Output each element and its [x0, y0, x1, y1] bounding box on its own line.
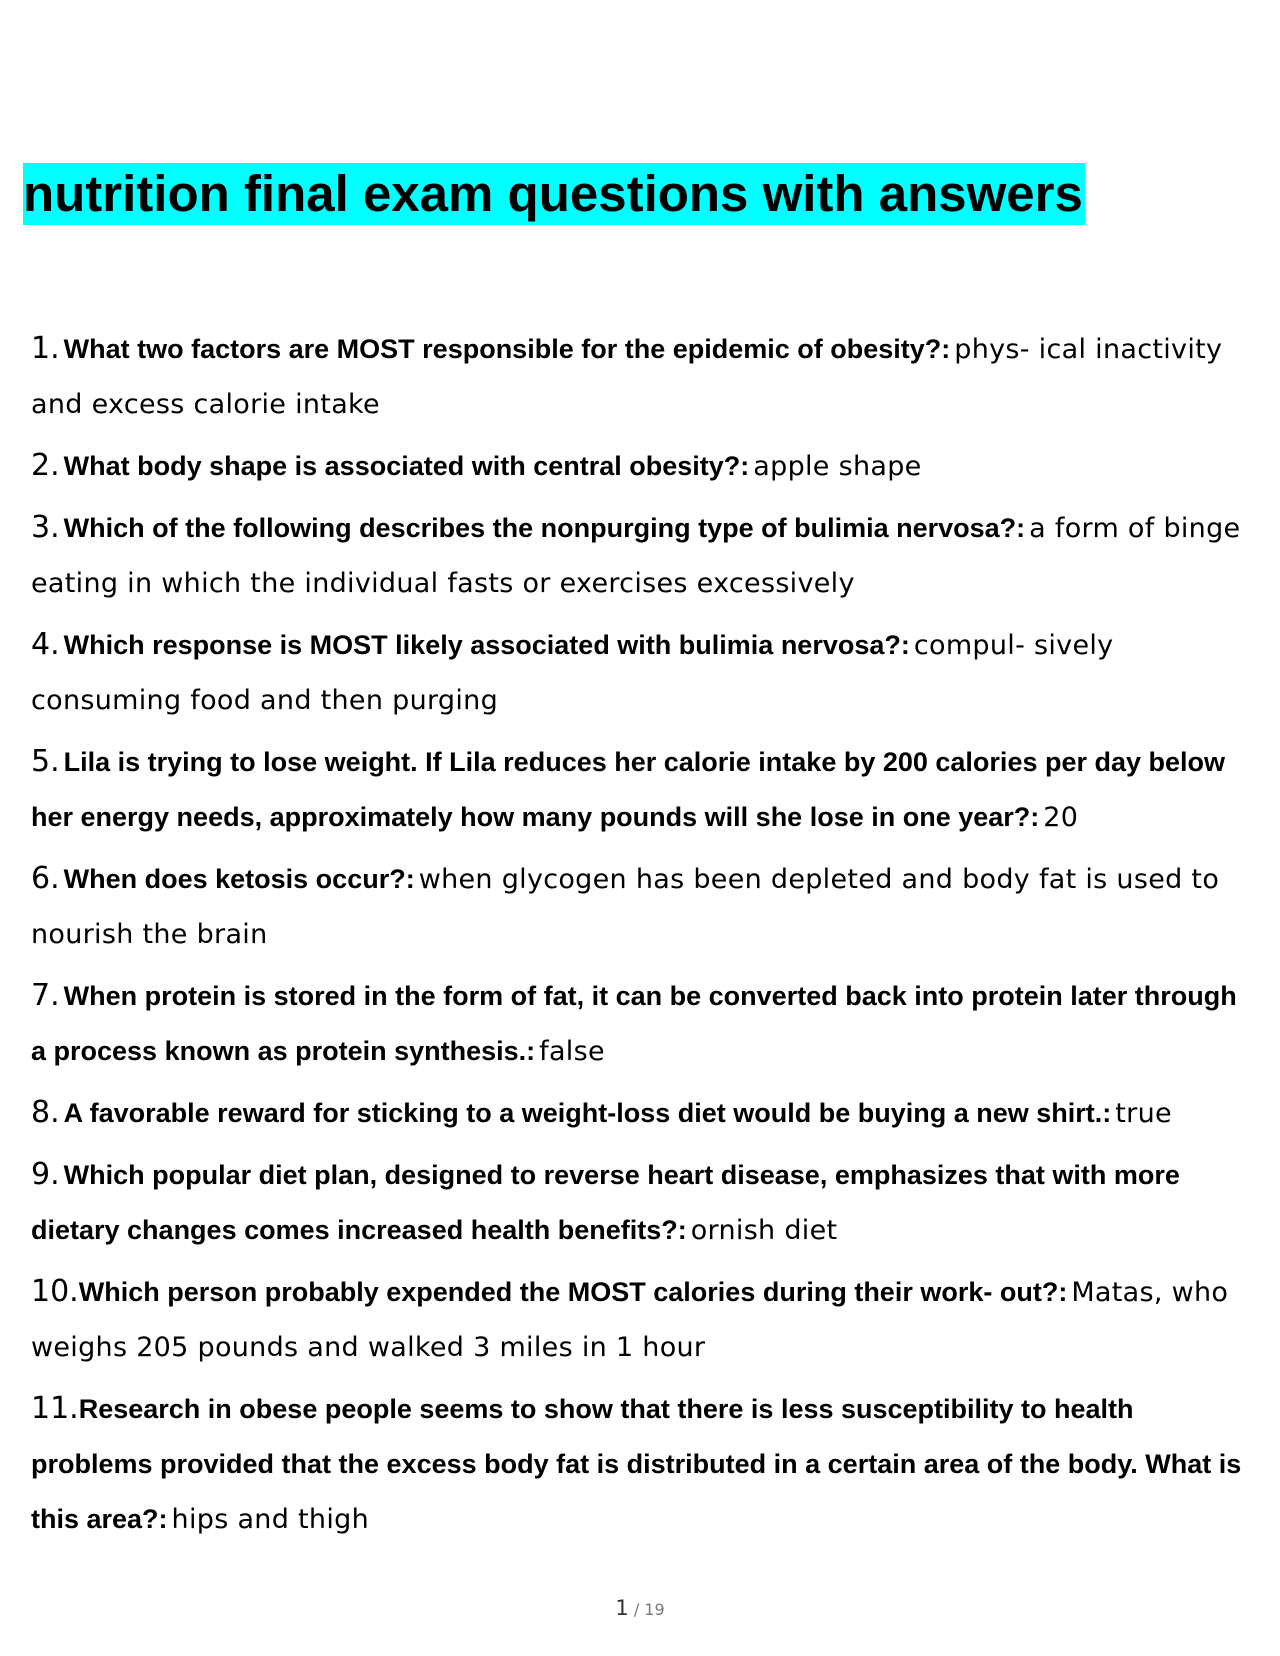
- question-number: 8.: [31, 1095, 60, 1130]
- question-number: 3.: [31, 510, 60, 545]
- question-item: [31, 1087, 1256, 1143]
- question-item: [31, 502, 1256, 613]
- question-list: [31, 323, 1256, 1555]
- question-text: Which popular diet plan, designed to reverse heart disease, emphasizes that with more dietary changes comes increased health benefits?:: [31, 1160, 1180, 1245]
- question-number: 4.: [31, 627, 60, 662]
- question-number: 10.: [31, 1274, 79, 1309]
- question-item: [31, 440, 1256, 496]
- total-page-count: 19: [644, 1600, 665, 1619]
- question-answer: hips and thigh: [171, 1504, 369, 1535]
- question-item: [31, 736, 1256, 847]
- question-item: [31, 1266, 1256, 1377]
- question-item: [31, 853, 1256, 964]
- question-text: Which response is MOST likely associated with bulimia nervosa?:: [63, 630, 910, 660]
- question-text: A favorable reward for sticking to a weight-loss diet would be buying a new shirt.:: [63, 1098, 1112, 1128]
- question-text: Which of the following describes the nonpurging type of bulimia nervosa?:: [63, 513, 1026, 543]
- question-number: 11.: [31, 1391, 79, 1426]
- question-number: 9.: [31, 1157, 60, 1192]
- question-answer: phys- ical inactivity and excess calorie intake: [31, 334, 1223, 420]
- question-answer: Matas, who weighs 205 pounds and walked 3 miles in 1 hour: [31, 1277, 1229, 1363]
- question-text: Lila is trying to lose weight. If Lila reduces her calorie intake by 200 calories per day below her energy needs, approximately how many pounds will she lose in one year?:: [31, 747, 1226, 832]
- question-answer: ornish diet: [690, 1215, 838, 1246]
- question-number: 1.: [31, 331, 60, 366]
- question-item: [31, 1383, 1256, 1549]
- current-page-number: 1: [615, 1596, 629, 1620]
- question-text: Research in obese people seems to show that there is less susceptibility to health problems provided that the excess body fat is distributed in a certain area of the body. What is this area?:: [31, 1394, 1242, 1534]
- question-text: What body shape is associated with central obesity?:: [63, 451, 750, 481]
- question-number: 6.: [31, 861, 60, 896]
- page-separator: /: [633, 1600, 640, 1619]
- page-indicator: [0, 1596, 1280, 1620]
- question-answer: a form of binge eating in which the individual fasts or exercises excessively: [31, 513, 1241, 599]
- question-text: When protein is stored in the form of fat, it can be converted back into protein later through a process known as protein synthesis.:: [31, 981, 1237, 1066]
- question-text: Which person probably expended the MOST calories during their work- out?:: [78, 1277, 1068, 1307]
- question-item: [31, 1149, 1256, 1260]
- question-text: What two factors are MOST responsible for the epidemic of obesity?:: [63, 334, 951, 364]
- question-item: [31, 619, 1256, 730]
- question-answer: when glycogen has been depleted and body fat is used to nourish the brain: [31, 864, 1220, 950]
- question-number: 2.: [31, 448, 60, 483]
- page-title: nutrition final exam questions with answers: [23, 163, 1085, 225]
- title-block: [23, 163, 1085, 225]
- question-text: When does ketosis occur?:: [63, 864, 415, 894]
- question-item: [31, 970, 1256, 1081]
- question-answer: apple shape: [753, 451, 922, 482]
- question-answer: compul- sively consuming food and then purging: [31, 630, 1114, 716]
- question-answer: false: [539, 1036, 605, 1067]
- question-number: 5.: [31, 744, 60, 779]
- question-item: [31, 323, 1256, 434]
- question-number: 7.: [31, 978, 60, 1013]
- question-answer: 20: [1043, 802, 1079, 833]
- question-answer: true: [1115, 1098, 1172, 1129]
